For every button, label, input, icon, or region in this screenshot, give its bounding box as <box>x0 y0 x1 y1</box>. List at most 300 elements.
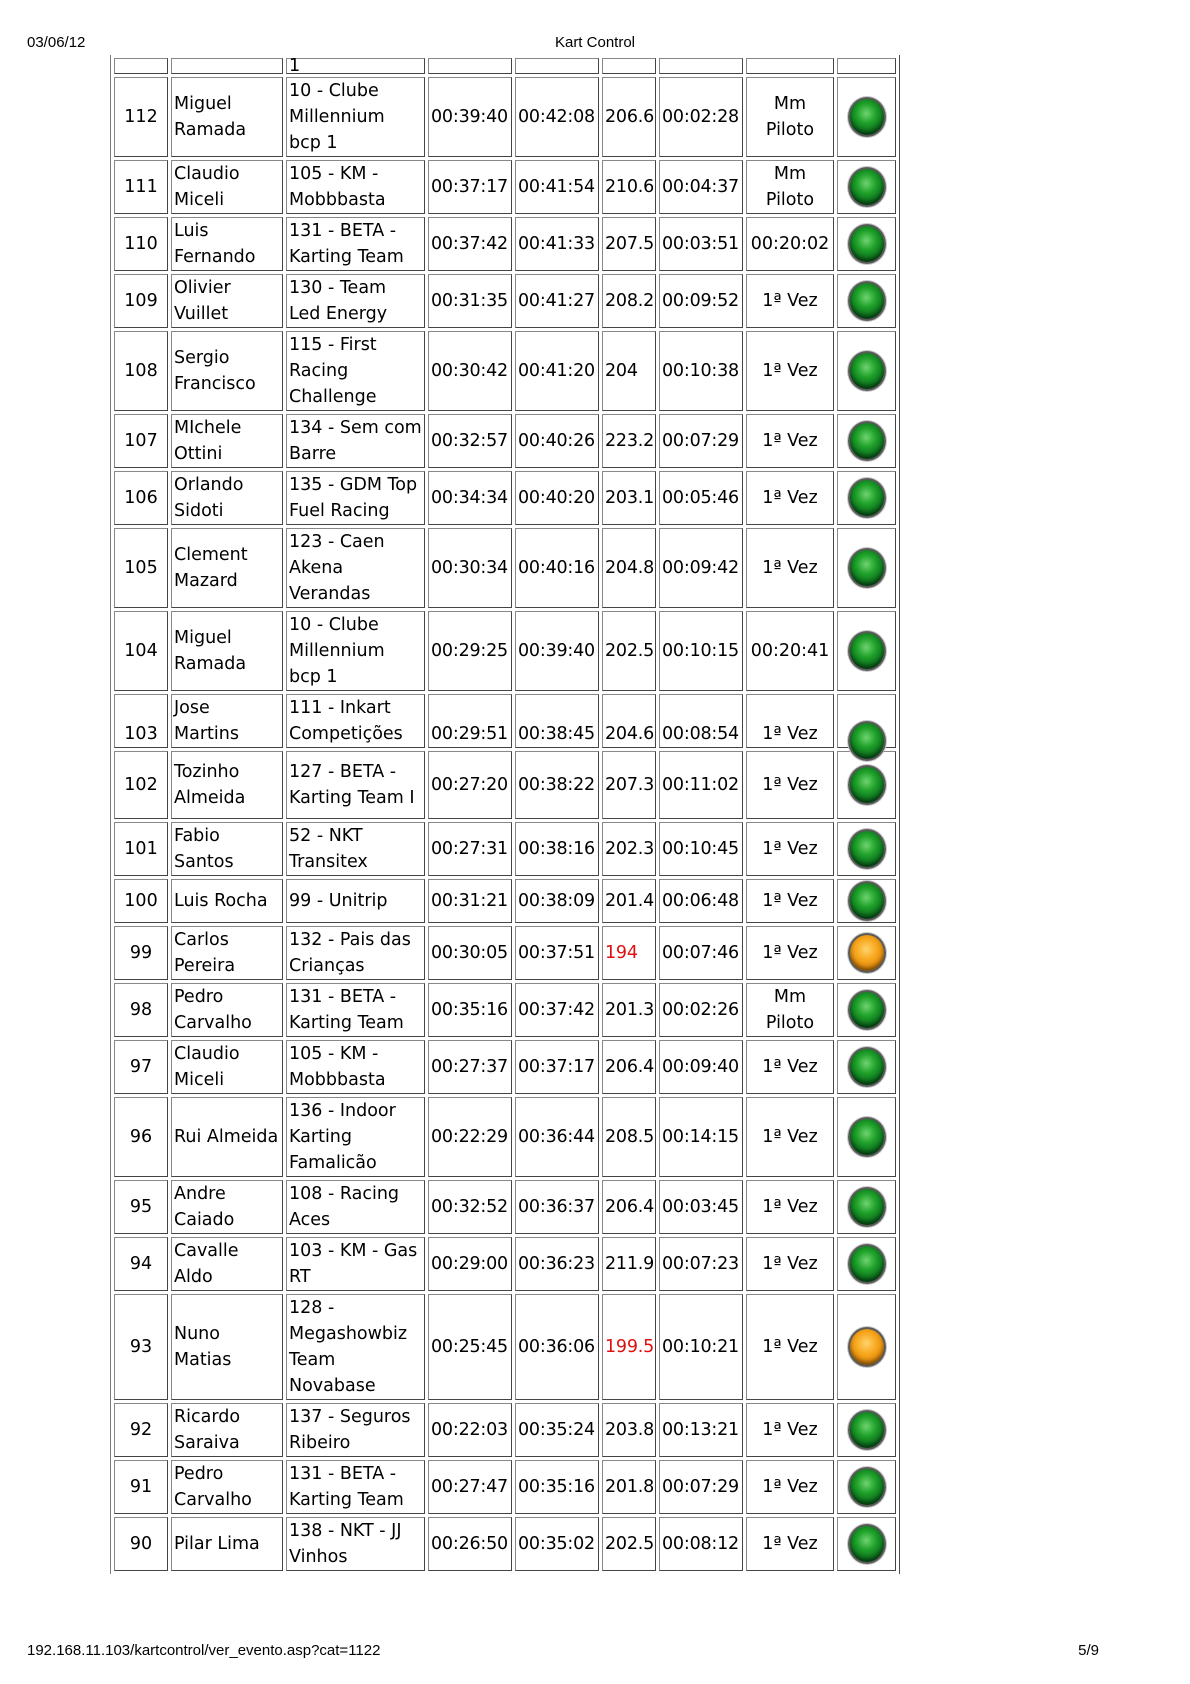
time-end: 00:36:37 <box>518 1197 595 1217</box>
time-diff: 00:10:21 <box>662 1337 739 1357</box>
cell-team <box>286 274 425 328</box>
table-row[interactable] <box>114 983 896 1037</box>
cell-num <box>114 1180 168 1234</box>
cell-num <box>114 331 168 411</box>
team-name: 138 - NKT - JJ Vinhos <box>289 1521 402 1567</box>
green-light-icon <box>848 1467 886 1507</box>
time-start: 00:35:16 <box>431 1000 508 1020</box>
cell-speed <box>602 983 656 1037</box>
driver-name: MIchele Ottini <box>174 418 242 464</box>
cell-speed <box>602 471 656 525</box>
cell-driver <box>171 1517 283 1571</box>
time-start: 00:30:05 <box>431 943 508 963</box>
team-name: 99 - Unitrip <box>289 891 388 911</box>
time-start: 00:27:37 <box>431 1057 508 1077</box>
cell-num <box>114 1294 168 1400</box>
cell-light <box>837 160 896 214</box>
time-diff: 00:09:42 <box>662 558 739 578</box>
cell-light <box>837 822 896 876</box>
time-diff: 00:14:15 <box>662 1127 739 1147</box>
cell-speed <box>602 751 656 819</box>
table-row[interactable] <box>114 1097 896 1177</box>
cell-diff <box>659 694 743 748</box>
time-diff: 00:09:40 <box>662 1057 739 1077</box>
driver-name: Rui Almeida <box>174 1127 279 1147</box>
row-number: 109 <box>124 291 158 311</box>
time-end: 00:38:22 <box>518 775 595 795</box>
team-name: 131 - BETA - Karting Team <box>289 987 404 1033</box>
table-row[interactable] <box>114 331 896 411</box>
row-number: 100 <box>124 891 158 911</box>
row-number: 96 <box>129 1127 153 1147</box>
team-name: 123 - Caen Akena Verandas <box>289 532 385 604</box>
cell-diff <box>659 822 743 876</box>
cell-team <box>286 694 425 748</box>
time-start: 00:22:03 <box>431 1420 508 1440</box>
status-text: Mm Piloto <box>765 987 815 1033</box>
row-number: 98 <box>129 1000 153 1020</box>
table-row[interactable] <box>114 77 896 157</box>
status-text: 1ª Vez <box>762 724 818 744</box>
cell-light <box>837 1237 896 1291</box>
cell-time2 <box>515 58 599 74</box>
table-row[interactable] <box>114 879 896 923</box>
cell-driver <box>171 1403 283 1457</box>
cell-num <box>114 751 168 819</box>
green-light-icon <box>848 421 886 461</box>
time-end: 00:41:54 <box>518 177 595 197</box>
speed-value: 208.2 <box>605 291 655 311</box>
cell-light <box>837 1403 896 1457</box>
cell-team <box>286 1237 425 1291</box>
team-name: 131 - BETA - Karting Team <box>289 221 404 267</box>
row-number: 99 <box>129 943 153 963</box>
results-table <box>110 55 900 1574</box>
row-number: 106 <box>124 488 158 508</box>
cell-time1 <box>428 331 512 411</box>
cell-status <box>746 1180 834 1234</box>
row-number: 112 <box>124 107 158 127</box>
team-name: 136 - Indoor Karting Famalicão <box>289 1101 396 1173</box>
cell-status <box>746 331 834 411</box>
time-end: 00:37:51 <box>518 943 595 963</box>
cell-team <box>286 879 425 923</box>
cell-team <box>286 217 425 271</box>
cell-time2 <box>515 983 599 1037</box>
cell-light <box>837 77 896 157</box>
cell-team <box>286 983 425 1037</box>
cell-num <box>114 1403 168 1457</box>
cell-speed <box>602 160 656 214</box>
cell-speed <box>602 1294 656 1400</box>
cell-time2 <box>515 77 599 157</box>
cell-light <box>837 694 896 748</box>
cell-time1 <box>428 1517 512 1571</box>
cell-driver <box>171 1040 283 1094</box>
cell-status <box>746 611 834 691</box>
cell-status <box>746 217 834 271</box>
driver-name: Nuno Matias <box>174 1324 232 1370</box>
cell-status <box>746 822 834 876</box>
table-row-partial <box>114 58 896 74</box>
status-text: 1ª Vez <box>762 1534 818 1554</box>
cell-team <box>286 331 425 411</box>
row-number: 105 <box>124 558 158 578</box>
cell-diff <box>659 1097 743 1177</box>
speed-value: 208.5 <box>605 1127 655 1147</box>
cell-team <box>286 1517 425 1571</box>
cell-diff <box>659 1517 743 1571</box>
orange-light-icon <box>848 933 886 973</box>
speed-value: 201.8 <box>605 1477 655 1497</box>
driver-name: Ricardo Saraiva <box>174 1407 241 1453</box>
cell-num <box>114 611 168 691</box>
cell-num <box>114 160 168 214</box>
cell-driver <box>171 694 283 748</box>
cell-status <box>746 1294 834 1400</box>
time-diff: 00:07:29 <box>662 431 739 451</box>
cell-light <box>837 1294 896 1400</box>
cell-diff <box>659 926 743 980</box>
time-start: 00:25:45 <box>431 1337 508 1357</box>
cell-team <box>286 77 425 157</box>
team-name: 105 - KM - Mobbbasta <box>289 1044 386 1090</box>
time-end: 00:35:24 <box>518 1420 595 1440</box>
cell-diff <box>659 217 743 271</box>
cell-time2 <box>515 926 599 980</box>
cell-team <box>286 160 425 214</box>
time-end: 00:36:23 <box>518 1254 595 1274</box>
green-light-icon <box>848 631 886 671</box>
table-row[interactable] <box>114 751 896 819</box>
table-row[interactable] <box>114 1294 896 1400</box>
cell-status <box>746 77 834 157</box>
green-light-icon <box>848 281 886 321</box>
cell-light <box>837 414 896 468</box>
cell-speed <box>602 58 656 74</box>
green-light-icon <box>848 1187 886 1227</box>
cell-num <box>114 983 168 1037</box>
status-text: 1ª Vez <box>762 943 818 963</box>
cell-light <box>837 58 896 74</box>
cell-driver <box>171 217 283 271</box>
cell-driver <box>171 528 283 608</box>
team-name: 131 - BETA - Karting Team <box>289 1464 404 1510</box>
cell-num <box>114 694 168 748</box>
cell-time1 <box>428 1294 512 1400</box>
green-light-icon <box>848 881 886 921</box>
driver-name: Claudio Miceli <box>174 1044 240 1090</box>
cell-time2 <box>515 1237 599 1291</box>
cell-team <box>286 822 425 876</box>
time-end: 00:40:16 <box>518 558 595 578</box>
speed-value: 206.4 <box>605 1057 655 1077</box>
driver-name: Fabio Santos <box>174 826 234 872</box>
status-text: 1ª Vez <box>762 361 818 381</box>
time-diff: 00:07:46 <box>662 943 739 963</box>
table-row[interactable] <box>114 1460 896 1514</box>
table-row[interactable] <box>114 217 896 271</box>
cell-light <box>837 879 896 923</box>
cell-speed <box>602 414 656 468</box>
table-row[interactable] <box>114 274 896 328</box>
cell-status <box>746 1460 834 1514</box>
cell-num <box>114 1097 168 1177</box>
cell-driver <box>171 1237 283 1291</box>
time-diff: 00:09:52 <box>662 291 739 311</box>
cell-time2 <box>515 694 599 748</box>
time-start: 00:27:31 <box>431 839 508 859</box>
time-end: 00:38:09 <box>518 891 595 911</box>
cell-speed <box>602 1040 656 1094</box>
time-start: 00:30:42 <box>431 361 508 381</box>
cell-driver <box>171 879 283 923</box>
cell-time2 <box>515 1180 599 1234</box>
cell-team <box>286 528 425 608</box>
cell-team <box>286 471 425 525</box>
team-name: 111 - Inkart Competições <box>289 698 403 744</box>
time-start: 00:29:51 <box>431 724 508 744</box>
cell-light <box>837 1097 896 1177</box>
time-start: 00:30:34 <box>431 558 508 578</box>
row-number: 92 <box>129 1420 153 1440</box>
cell-status <box>746 1403 834 1457</box>
time-diff: 00:03:51 <box>662 234 739 254</box>
cell-driver <box>171 1294 283 1400</box>
cell-driver <box>171 822 283 876</box>
cell-diff <box>659 331 743 411</box>
cell-time2 <box>515 1097 599 1177</box>
row-number: 107 <box>124 431 158 451</box>
cell-light <box>837 274 896 328</box>
speed-value: 201.4 <box>605 891 655 911</box>
cell-time2 <box>515 611 599 691</box>
time-diff: 00:07:23 <box>662 1254 739 1274</box>
cell-time1 <box>428 1097 512 1177</box>
green-light-icon <box>848 351 886 391</box>
cell-team <box>286 926 425 980</box>
time-diff: 00:02:26 <box>662 1000 739 1020</box>
cell-diff <box>659 751 743 819</box>
print-url: 192.168.11.103/kartcontrol/ver_evento.asp?cat=1122 <box>27 1642 381 1659</box>
table-row[interactable] <box>114 1403 896 1457</box>
cell-time2 <box>515 217 599 271</box>
team-name: 10 - Clube Millennium bcp 1 <box>289 615 385 687</box>
team-name: 10 - Clube Millennium bcp 1 <box>289 81 385 153</box>
team-name: 135 - GDM Top Fuel Racing <box>289 475 418 521</box>
cell-time1 <box>428 926 512 980</box>
cell-status <box>746 1517 834 1571</box>
cell-team <box>286 1097 425 1177</box>
cell-time2 <box>515 1403 599 1457</box>
driver-name: Pilar Lima <box>174 1534 260 1554</box>
cell-driver <box>171 331 283 411</box>
time-end: 00:35:16 <box>518 1477 595 1497</box>
time-start: 00:27:20 <box>431 775 508 795</box>
cell-light <box>837 331 896 411</box>
status-text: 1ª Vez <box>762 1057 818 1077</box>
green-light-icon <box>848 224 886 264</box>
cell-time2 <box>515 471 599 525</box>
results-table-body <box>114 58 896 1571</box>
green-light-icon <box>848 829 886 869</box>
cell-diff <box>659 611 743 691</box>
table-row[interactable] <box>114 1237 896 1291</box>
cell-driver <box>171 274 283 328</box>
cell-num <box>114 471 168 525</box>
cell-speed <box>602 1237 656 1291</box>
cell-num <box>114 1237 168 1291</box>
cell-speed <box>602 1097 656 1177</box>
cell-time2 <box>515 879 599 923</box>
print-date: 03/06/12 <box>27 34 86 51</box>
cell-num <box>114 58 168 74</box>
cell-status <box>746 751 834 819</box>
cell-time1 <box>428 217 512 271</box>
time-diff: 00:10:38 <box>662 361 739 381</box>
driver-name: Luis Rocha <box>174 891 268 911</box>
table-row[interactable] <box>114 1180 896 1234</box>
time-start: 00:39:40 <box>431 107 508 127</box>
team-name: 128 - Megashowbiz Team Novabase <box>289 1298 408 1396</box>
driver-name: Jose Martins <box>174 698 239 744</box>
time-end: 00:41:33 <box>518 234 595 254</box>
status-text: 00:20:02 <box>750 234 830 254</box>
green-light-icon <box>848 1117 886 1157</box>
row-number: 111 <box>124 177 158 197</box>
cell-status <box>746 1040 834 1094</box>
cell-diff <box>659 1294 743 1400</box>
cell-diff <box>659 58 743 74</box>
cell-light <box>837 611 896 691</box>
green-light-icon <box>848 97 886 137</box>
cell-light <box>837 926 896 980</box>
cell-light <box>837 1180 896 1234</box>
cell-light <box>837 528 896 608</box>
table-row[interactable] <box>114 160 896 214</box>
cell-status <box>746 274 834 328</box>
green-light-icon <box>848 548 886 588</box>
cell-speed <box>602 274 656 328</box>
row-number: 103 <box>124 724 158 744</box>
cell-diff <box>659 77 743 157</box>
table-row[interactable] <box>114 471 896 525</box>
driver-name: Olivier Vuillet <box>174 278 231 324</box>
driver-name: Tozinho Almeida <box>174 762 246 808</box>
table-row[interactable] <box>114 528 896 608</box>
team-name: 103 - KM - Gas RT <box>289 1241 418 1287</box>
cell-speed <box>602 528 656 608</box>
cell-diff <box>659 528 743 608</box>
table-row[interactable] <box>114 822 896 876</box>
cell-time1 <box>428 1040 512 1094</box>
cell-num <box>114 77 168 157</box>
cell-speed <box>602 217 656 271</box>
team-name: 134 - Sem com Barre <box>289 418 422 464</box>
row-number: 108 <box>124 361 158 381</box>
time-start: 00:22:29 <box>431 1127 508 1147</box>
table-row[interactable] <box>114 1517 896 1571</box>
time-end: 00:42:08 <box>518 107 595 127</box>
speed-value: 210.6 <box>605 177 655 197</box>
driver-name: Andre Caiado <box>174 1184 235 1230</box>
green-light-icon <box>848 1410 886 1450</box>
cell-team <box>286 414 425 468</box>
team-name: 115 - First Racing Challenge <box>289 335 377 407</box>
green-light-icon <box>848 1244 886 1284</box>
cell-time2 <box>515 1517 599 1571</box>
time-end: 00:35:02 <box>518 1534 595 1554</box>
status-text: 1ª Vez <box>762 558 818 578</box>
page-number: 5/9 <box>1078 1642 1099 1659</box>
table-row[interactable] <box>114 694 896 748</box>
speed-value: 199.5 <box>605 1337 655 1357</box>
time-start: 00:32:52 <box>431 1197 508 1217</box>
cell-num <box>114 217 168 271</box>
cell-time1 <box>428 1403 512 1457</box>
time-end: 00:39:40 <box>518 641 595 661</box>
cell-time1 <box>428 1460 512 1514</box>
cell-time2 <box>515 274 599 328</box>
cell-team <box>286 1040 425 1094</box>
cell-status <box>746 983 834 1037</box>
row-number: 90 <box>129 1534 153 1554</box>
speed-value: 206.4 <box>605 1197 655 1217</box>
driver-name: Sergio Francisco <box>174 348 256 394</box>
cell-team <box>286 751 425 819</box>
team-name: 127 - BETA - Karting Team I <box>289 762 415 808</box>
cell-time1 <box>428 77 512 157</box>
cell-light <box>837 471 896 525</box>
cell-speed <box>602 331 656 411</box>
time-start: 00:29:00 <box>431 1254 508 1274</box>
cell-status <box>746 926 834 980</box>
cell-time1 <box>428 751 512 819</box>
table-row[interactable] <box>114 414 896 468</box>
time-diff: 00:08:12 <box>662 1534 739 1554</box>
speed-value: 194 <box>605 943 638 963</box>
table-row[interactable] <box>114 611 896 691</box>
cell-status <box>746 471 834 525</box>
time-end: 00:41:27 <box>518 291 595 311</box>
time-end: 00:37:42 <box>518 1000 595 1020</box>
status-text: 1ª Vez <box>762 1254 818 1274</box>
cell-time2 <box>515 331 599 411</box>
time-start: 00:26:50 <box>431 1534 508 1554</box>
green-light-icon <box>848 478 886 518</box>
cell-time1 <box>428 879 512 923</box>
driver-name: Miguel Ramada <box>174 628 247 674</box>
time-start: 00:31:35 <box>431 291 508 311</box>
cell-time2 <box>515 1294 599 1400</box>
time-start: 00:37:17 <box>431 177 508 197</box>
table-row[interactable] <box>114 1040 896 1094</box>
team-name: 108 - Racing Aces <box>289 1184 400 1230</box>
table-row[interactable] <box>114 926 896 980</box>
time-diff: 00:08:54 <box>662 724 739 744</box>
cell-speed <box>602 1180 656 1234</box>
team-name: 130 - Team Led Energy <box>289 278 388 324</box>
orange-light-icon <box>848 1327 886 1367</box>
time-end: 00:38:16 <box>518 839 595 859</box>
time-diff: 00:04:37 <box>662 177 739 197</box>
row-number: 110 <box>124 234 158 254</box>
status-text: Mm Piloto <box>765 164 815 210</box>
speed-value: 204 <box>605 361 638 381</box>
green-light-icon <box>848 990 886 1030</box>
time-end: 00:40:20 <box>518 488 595 508</box>
time-end: 00:40:26 <box>518 431 595 451</box>
